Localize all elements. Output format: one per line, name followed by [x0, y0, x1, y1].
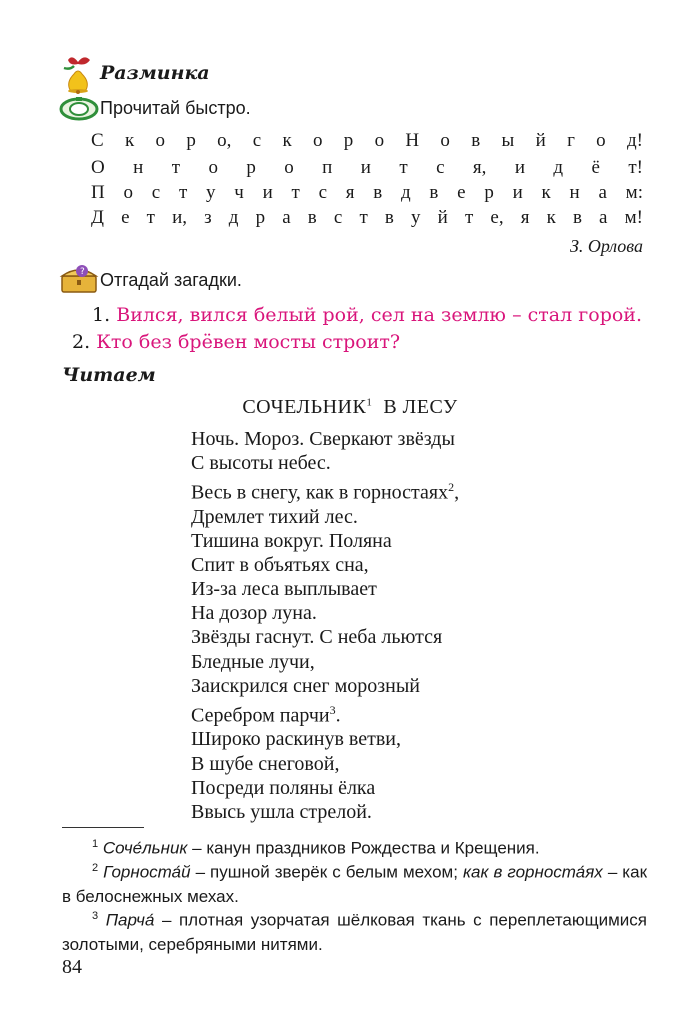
- read-fast-instruction: Прочитай быстро.: [100, 98, 251, 118]
- poem-line: Посреди поляны ёлка: [191, 776, 376, 799]
- poem-line: Серебром парчи$^3$.: [191, 702, 341, 727]
- poem-line: Звёзды гаснут. С неба льются: [191, 626, 443, 649]
- verse-line: С к о р о, с к о р о Н о в ы й г о д!: [91, 130, 643, 151]
- footnote-divider: [62, 827, 144, 828]
- poem-line: Широко раскинув ветви,: [191, 728, 401, 751]
- reading-heading: Читаем: [62, 364, 156, 386]
- poem-body: [191, 427, 459, 824]
- poem-line: Дремлет тихий лес.: [191, 505, 358, 528]
- poem-line: Тишина вокруг. Поляна: [191, 530, 392, 553]
- svg-text:?: ?: [80, 267, 85, 277]
- riddle-two: Кто без брёвен мосты строит?: [96, 331, 401, 353]
- page-number: 84: [62, 956, 82, 978]
- riddles-text: [72, 302, 642, 356]
- verse-line: Д е т и, з д р а в с т в у й т е, я к в а м!: [91, 207, 643, 228]
- poem-title-main: СОЧЕЛЬНИК: [242, 396, 367, 418]
- poem-title-rest: В ЛЕСУ: [383, 396, 458, 418]
- poem-line: Бледные лучи,: [191, 650, 315, 673]
- verse-line: П о с т у ч и т с я в д в е р и к н а м:: [91, 182, 643, 203]
- footnote: $^2$ Горноста́й – пушной зверёк с белым мехом; как в горноста́ях – как в белоснежных мехах.: [62, 862, 648, 906]
- reading-glasses-icon: [58, 95, 100, 121]
- footnote: $^3$ Парча́ – плотная узорчатая шёлковая ткань с переплетающимися золотыми, серебряными нитями.: [62, 910, 647, 954]
- treasure-chest-icon: [58, 262, 100, 294]
- footnote: $^1$ Соче́льник – канун праздников Рождества и Крещения.: [92, 838, 540, 858]
- poem-line: Из-за леса выплывает: [191, 578, 377, 601]
- riddle-number: 1.: [92, 304, 111, 326]
- footnote-ref: 1: [366, 396, 373, 409]
- poem-line: Ночь. Мороз. Сверкают звёзды: [191, 428, 455, 450]
- poem-line: На дозор луна.: [191, 602, 317, 625]
- verse-line: О н т о р о п и т с я, и д ё т!: [91, 157, 643, 178]
- poem-line: Весь в снегу, как в горностаях$^2$,: [191, 480, 460, 504]
- poem-line: В шубе снеговой,: [191, 752, 340, 775]
- poem-line: Ввысь ушла стрелой.: [191, 800, 372, 823]
- footnote-ref: 2: [448, 480, 455, 495]
- poem-line: С высоты небес.: [191, 452, 331, 475]
- bell-icon: [60, 52, 98, 94]
- footnote-ref: 3: [329, 702, 336, 717]
- riddles-instruction: Отгадай загадки.: [100, 270, 242, 290]
- verse-author: З. Орлова: [570, 236, 643, 256]
- riddle-one: Вился, вился белый рой, сел на землю – стал горой.: [116, 304, 642, 326]
- poem-line: Заискрился снег морозный: [191, 674, 421, 697]
- poem-line: Спит в объятьях сна,: [191, 554, 369, 577]
- riddle-number: 2.: [72, 331, 91, 353]
- poem-title: [0, 396, 700, 419]
- warmup-heading: Разминка: [100, 62, 210, 84]
